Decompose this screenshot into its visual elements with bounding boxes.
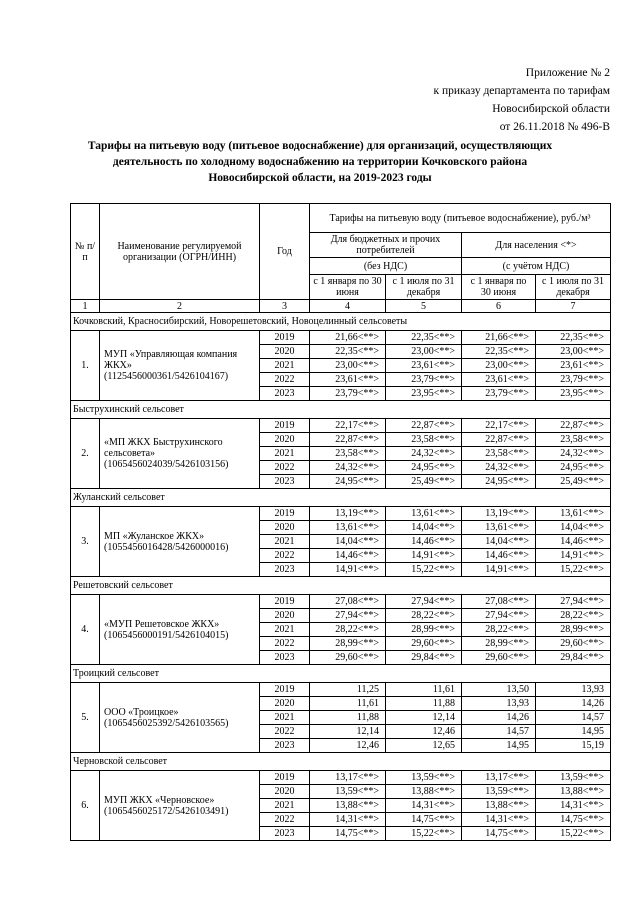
table-row: [71, 507, 611, 521]
header-period-2: с 1 июля по 31 декабря: [386, 275, 462, 300]
year-cell: 2023: [260, 739, 310, 753]
table-header: [71, 204, 611, 313]
tariff-value: 23,79<**>: [536, 373, 611, 387]
tariff-value: 14,46<**>: [310, 549, 386, 563]
row-number: 3.: [71, 507, 100, 577]
tariff-value: 22,87<**>: [462, 433, 536, 447]
tariff-value: 28,99<**>: [462, 637, 536, 651]
tariff-value: 14,26: [536, 697, 611, 711]
tariff-value: 13,88<**>: [462, 799, 536, 813]
year-cell: 2023: [260, 827, 310, 841]
tariff-value: 13,88<**>: [310, 799, 386, 813]
year-cell: 2021: [260, 447, 310, 461]
column-index: 4: [310, 300, 386, 313]
tariff-value: 14,75<**>: [462, 827, 536, 841]
year-cell: 2021: [260, 359, 310, 373]
year-cell: 2020: [260, 697, 310, 711]
tariff-table: [70, 203, 611, 841]
year-cell: 2020: [260, 521, 310, 535]
tariff-value: 12,46: [386, 725, 462, 739]
tariff-value: 11,25: [310, 683, 386, 697]
tariff-value: 24,95<**>: [310, 475, 386, 489]
table-row: [71, 771, 611, 785]
tariff-value: 25,49<**>: [386, 475, 462, 489]
column-index: 2: [100, 300, 260, 313]
tariff-value: 13,93: [536, 683, 611, 697]
tariff-value: 14,31<**>: [462, 813, 536, 827]
year-cell: 2019: [260, 595, 310, 609]
tariff-value: 21,66<**>: [462, 331, 536, 345]
tariff-value: 12,65: [386, 739, 462, 753]
year-cell: 2022: [260, 813, 310, 827]
header-population-vat: (с учётом НДС): [462, 258, 611, 275]
tariff-value: 23,61<**>: [310, 373, 386, 387]
appendix-block: [290, 64, 610, 136]
tariff-value: 22,17<**>: [462, 419, 536, 433]
tariff-value: 27,94<**>: [462, 609, 536, 623]
year-cell: 2020: [260, 609, 310, 623]
tariff-value: 22,87<**>: [310, 433, 386, 447]
row-number: 4.: [71, 595, 100, 665]
tariff-value: 14,04<**>: [462, 535, 536, 549]
tariff-value: 13,88<**>: [386, 785, 462, 799]
tariff-value: 28,99<**>: [310, 637, 386, 651]
header-organization: Наименование регулируемой организации (ОГРН/ИНН): [100, 204, 260, 300]
tariff-value: 27,94<**>: [310, 609, 386, 623]
tariff-value: 27,94<**>: [536, 595, 611, 609]
tariff-value: 14,57: [536, 711, 611, 725]
region-row: [71, 489, 611, 507]
tariff-value: 15,22<**>: [536, 563, 611, 577]
organization-name: «МУП Решетовское ЖКХ» (1065456000191/5426104015): [100, 595, 260, 665]
year-cell: 2023: [260, 475, 310, 489]
region-row: [71, 753, 611, 771]
tariff-value: 14,04<**>: [386, 521, 462, 535]
tariff-value: 24,95<**>: [386, 461, 462, 475]
table-row: [71, 683, 611, 697]
tariff-value: 14,75<**>: [536, 813, 611, 827]
organization-name: ООО «Троицкое» (1065456025392/5426103565): [100, 683, 260, 753]
year-cell: 2019: [260, 771, 310, 785]
tariff-value: 23,61<**>: [386, 359, 462, 373]
year-cell: 2021: [260, 623, 310, 637]
tariff-value: 23,00<**>: [310, 359, 386, 373]
tariff-value: 29,60<**>: [386, 637, 462, 651]
tariff-value: 13,17<**>: [462, 771, 536, 785]
tariff-value: 22,87<**>: [536, 419, 611, 433]
year-cell: 2019: [260, 507, 310, 521]
tariff-value: 28,22<**>: [462, 623, 536, 637]
tariff-value: 14,31<**>: [310, 813, 386, 827]
tariff-value: 14,91<**>: [536, 549, 611, 563]
row-number: 2.: [71, 419, 100, 489]
tariff-value: 14,31<**>: [386, 799, 462, 813]
year-cell: 2020: [260, 433, 310, 447]
header-period-1: с 1 января по 30 июня: [310, 275, 386, 300]
tariff-value: 11,88: [310, 711, 386, 725]
year-cell: 2020: [260, 345, 310, 359]
tariff-value: 23,58<**>: [462, 447, 536, 461]
tariff-value: 11,61: [386, 683, 462, 697]
tariff-value: 27,08<**>: [310, 595, 386, 609]
appendix-line: к приказу департамента по тарифам: [433, 85, 610, 97]
tariff-value: 28,22<**>: [536, 609, 611, 623]
row-number: 6.: [71, 771, 100, 841]
header-budget: Для бюджетных и прочих потребителей: [310, 233, 462, 258]
tariff-value: 15,19: [536, 739, 611, 753]
tariff-value: 23,58<**>: [386, 433, 462, 447]
tariff-value: 12,14: [310, 725, 386, 739]
document-title: Тарифы на питьевую воду (питьевое водоснабжение) для организаций, осуществляющих деятельность по холодному водоснабжению на территории Кочковского района Новосибирской области, на 2019-2023 годы: [87, 140, 553, 184]
year-cell: 2022: [260, 461, 310, 475]
row-number: 5.: [71, 683, 100, 753]
tariff-value: 24,32<**>: [386, 447, 462, 461]
tariff-value: 27,08<**>: [462, 595, 536, 609]
tariff-value: 14,31<**>: [536, 799, 611, 813]
tariff-value: 22,87<**>: [386, 419, 462, 433]
tariff-value: 15,22<**>: [386, 827, 462, 841]
tariff-value: 23,61<**>: [462, 373, 536, 387]
region-name: Черновской сельсовет: [71, 753, 611, 771]
tariff-value: 23,61<**>: [536, 359, 611, 373]
tariff-value: 14,91<**>: [386, 549, 462, 563]
tariff-value: 23,58<**>: [536, 433, 611, 447]
tariff-value: 23,00<**>: [462, 359, 536, 373]
tariff-value: 23,79<**>: [462, 387, 536, 401]
tariff-value: 25,49<**>: [536, 475, 611, 489]
year-cell: 2019: [260, 419, 310, 433]
tariff-value: 23,95<**>: [536, 387, 611, 401]
organization-name: МУП «Управляющая компания ЖКХ» (1125456000361/5426104167): [100, 331, 260, 401]
tariff-value: 13,59<**>: [386, 771, 462, 785]
tariff-value: 13,50: [462, 683, 536, 697]
appendix-line: Новосибирской области: [492, 103, 610, 115]
organization-name: МУП ЖКХ «Черновское» (1065456025172/5426103491): [100, 771, 260, 841]
tariff-value: 13,61<**>: [462, 521, 536, 535]
year-cell: 2022: [260, 373, 310, 387]
tariff-value: 14,75<**>: [310, 827, 386, 841]
tariff-value: 29,84<**>: [386, 651, 462, 665]
year-cell: 2022: [260, 549, 310, 563]
region-row: [71, 401, 611, 419]
header-population: Для населения <*>: [462, 233, 611, 258]
table-row: [71, 419, 611, 433]
year-cell: 2023: [260, 563, 310, 577]
tariff-value: 14,04<**>: [536, 521, 611, 535]
tariff-value: 23,00<**>: [386, 345, 462, 359]
tariff-value: 28,22<**>: [386, 609, 462, 623]
tariff-value: 12,46: [310, 739, 386, 753]
region-row: [71, 665, 611, 683]
header-tariff-text: Тарифы на питьевую воду (питьевое водоснабжение), руб./м³: [329, 212, 591, 224]
tariff-value: 23,95<**>: [386, 387, 462, 401]
tariff-value: 23,58<**>: [310, 447, 386, 461]
tariff-value: 14,95: [536, 725, 611, 739]
region-name: Быструхинский сельсовет: [71, 401, 611, 419]
tariff-value: 11,61: [310, 697, 386, 711]
tariff-value: 12,14: [386, 711, 462, 725]
region-row: [71, 577, 611, 595]
tariff-value: 22,17<**>: [310, 419, 386, 433]
tariff-value: 13,59<**>: [462, 785, 536, 799]
column-index: 7: [536, 300, 611, 313]
header-tariff: [310, 204, 611, 233]
tariff-value: 13,19<**>: [462, 507, 536, 521]
tariff-value: 24,95<**>: [536, 461, 611, 475]
year-cell: 2020: [260, 785, 310, 799]
header-number: № п/п: [71, 204, 100, 300]
header-period-1: с 1 января по 30 июня: [462, 275, 536, 300]
tariff-value: 22,35<**>: [310, 345, 386, 359]
tariff-value: 27,94<**>: [386, 595, 462, 609]
tariff-value: 14,91<**>: [462, 563, 536, 577]
table-row: [71, 331, 611, 345]
year-cell: 2023: [260, 387, 310, 401]
year-cell: 2021: [260, 711, 310, 725]
region-name: Жуланский сельсовет: [71, 489, 611, 507]
tariff-value: 23,79<**>: [386, 373, 462, 387]
tariff-value: 24,32<**>: [536, 447, 611, 461]
tariff-value: 14,46<**>: [386, 535, 462, 549]
region-name: Троицкий сельсовет: [71, 665, 611, 683]
tariff-value: 14,95: [462, 739, 536, 753]
tariff-value: 29,60<**>: [310, 651, 386, 665]
organization-name: «МП ЖКХ Быструхинского сельсовета» (1065456024039/5426103156): [100, 419, 260, 489]
tariff-value: 21,66<**>: [310, 331, 386, 345]
year-cell: 2021: [260, 535, 310, 549]
tariff-value: 14,75<**>: [386, 813, 462, 827]
tariff-value: 28,99<**>: [536, 623, 611, 637]
tariff-value: 13,61<**>: [386, 507, 462, 521]
tariff-value: 13,19<**>: [310, 507, 386, 521]
tariff-value: 24,32<**>: [310, 461, 386, 475]
header-period-2: с 1 июля по 31 декабря: [536, 275, 611, 300]
tariff-value: 14,26: [462, 711, 536, 725]
tariff-value: 13,93: [462, 697, 536, 711]
tariff-value: 14,46<**>: [536, 535, 611, 549]
appendix-line: от 26.11.2018 № 496-В: [499, 121, 610, 133]
header-year: Год: [260, 204, 310, 300]
tariff-value: 28,22<**>: [310, 623, 386, 637]
year-cell: 2021: [260, 799, 310, 813]
year-cell: 2019: [260, 331, 310, 345]
year-cell: 2023: [260, 651, 310, 665]
table-body: [71, 313, 611, 841]
tariff-value: 24,95<**>: [462, 475, 536, 489]
region-name: Решетовский сельсовет: [71, 577, 611, 595]
organization-name: МП «Жуланское ЖКХ» (1055456016428/5426000016): [100, 507, 260, 577]
tariff-value: 14,57: [462, 725, 536, 739]
year-cell: 2019: [260, 683, 310, 697]
tariff-value: 14,46<**>: [462, 549, 536, 563]
table-row: [71, 595, 611, 609]
tariff-value: 13,61<**>: [310, 521, 386, 535]
tariff-value: 13,59<**>: [310, 785, 386, 799]
year-cell: 2022: [260, 725, 310, 739]
row-number: 1.: [71, 331, 100, 401]
tariff-value: 24,32<**>: [462, 461, 536, 475]
tariff-value: 23,00<**>: [536, 345, 611, 359]
column-index: 1: [71, 300, 100, 313]
header-budget-vat: (без НДС): [310, 258, 462, 275]
column-index: 6: [462, 300, 536, 313]
tariff-value: 14,04<**>: [310, 535, 386, 549]
tariff-value: 13,61<**>: [536, 507, 611, 521]
tariff-value: 29,60<**>: [462, 651, 536, 665]
tariff-value: 28,99<**>: [386, 623, 462, 637]
tariff-value: 22,35<**>: [462, 345, 536, 359]
tariff-value: 14,91<**>: [310, 563, 386, 577]
column-index: 5: [386, 300, 462, 313]
tariff-value: 23,79<**>: [310, 387, 386, 401]
tariff-value: 22,35<**>: [386, 331, 462, 345]
tariff-value: 13,59<**>: [536, 771, 611, 785]
region-row: [71, 313, 611, 331]
tariff-value: 29,84<**>: [536, 651, 611, 665]
column-index: 3: [260, 300, 310, 313]
tariff-value: 13,88<**>: [536, 785, 611, 799]
tariff-value: 15,22<**>: [386, 563, 462, 577]
tariff-value: 29,60<**>: [536, 637, 611, 651]
appendix-line: Приложение № 2: [525, 67, 610, 79]
tariff-value: 22,35<**>: [536, 331, 611, 345]
year-cell: 2022: [260, 637, 310, 651]
tariff-value: 13,17<**>: [310, 771, 386, 785]
tariff-value: 11,88: [386, 697, 462, 711]
region-name: Кочковский, Красносибирский, Новорешетовский, Новоцелинный сельсоветы: [71, 313, 611, 331]
tariff-value: 15,22<**>: [536, 827, 611, 841]
